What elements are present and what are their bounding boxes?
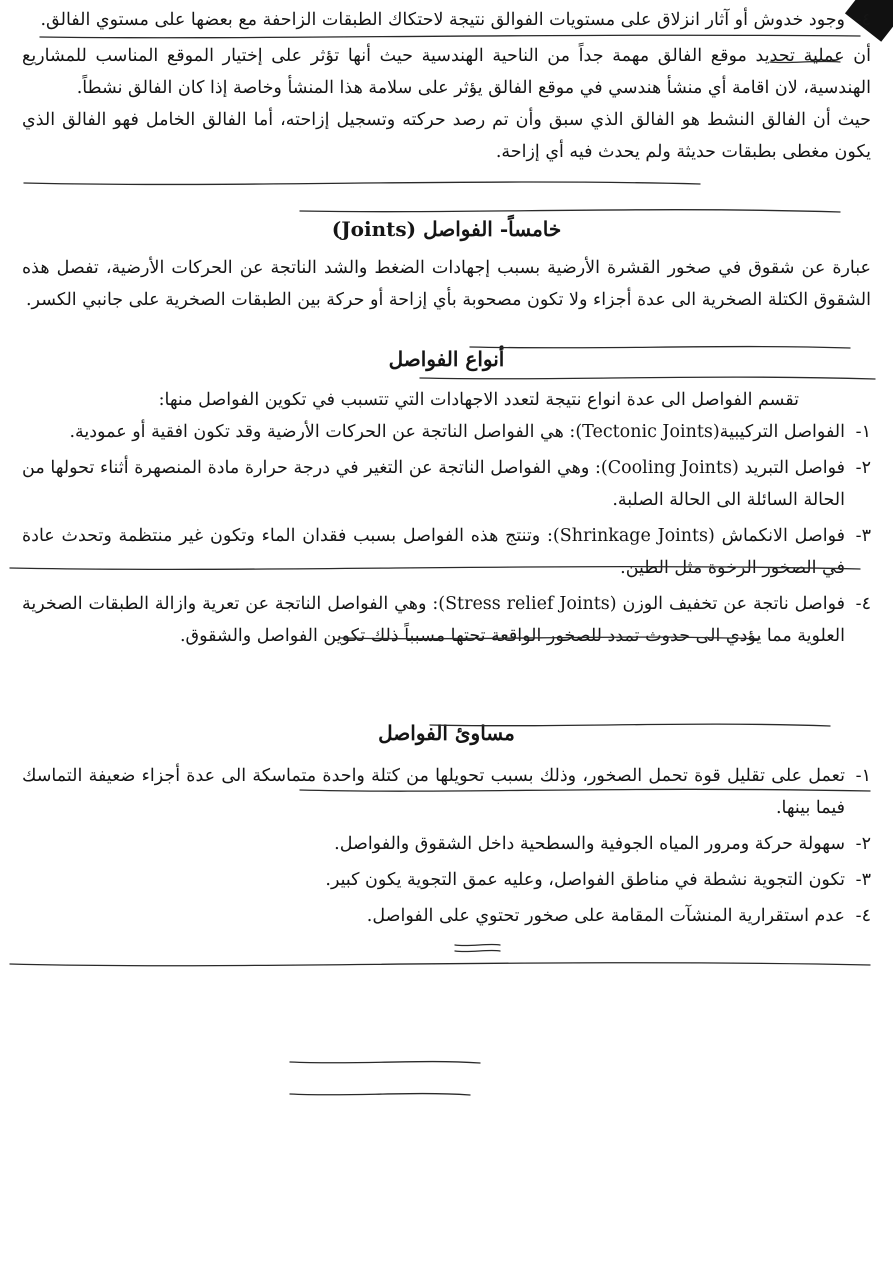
joint-disadvantage-item [22,900,871,932]
list-item-text: تكون التجوية نشطة في مناطق الفواصل، وعليه عمق التجوية يكون كبير. [325,870,845,890]
list-item-text: سهولة حركة ومرور المياه الجوفية والسطحية داخل الشقوق والفواصل. [334,834,845,854]
joint-disadvantages-title: مساوئ الفواصل [378,721,515,745]
fault-evidence-item-4 [22,4,871,36]
joint-type-item [22,452,871,516]
list-number: ٤- [855,10,871,30]
active-inactive-fault-paragraph: حيث أن الفالق النشط هو الفالق الذي سبق وأن تم رصد حركته وتسجيل إزاحته، أما الفالق الخامل فهو الفالق الذي يكون مغطى بطبقات حديثة ولم يحدث فيه أي إزاحة. [22,110,871,162]
list-number: ٣- [855,870,871,890]
list-number: ١- [855,422,871,442]
list-number: ٤- [855,906,871,926]
joint-disadvantage-item [22,828,871,860]
joint-type-item [22,588,871,652]
list-item-text: فواصل ناتجة عن تخفيف الوزن (Stress relief Joints): وهي الفواصل الناتجة عن تعرية وازالة الطبقات الصخرية العلوية مما يؤدي الى حدوث تمدد للصخور الواقعة تحتها مسبباً ذلك تكوين الفواصل والشقوق. [22,594,845,646]
joint-types-intro: تقسم الفواصل الى عدة انواع نتيجة لتعدد الاجهادات التي تتسبب في تكوين الفواصل منها: [158,390,799,410]
joint-disadvantage-item [22,864,871,896]
fault-location-paragraph: أن عملية تحديد موقع الفالق مهمة جداً من الناحية الهندسية حيث أنها تؤثر على إختيار الموقع المناسب للمشاريع الهندسية، لان اقامة أي منشأ هندسي في موقع الفالق يؤثر على سلامة هذا المنشأ وخاصة إذا كان الفالق نشطاً. [22,46,871,98]
list-number: ٢- [855,834,871,854]
list-item-text: وجود خدوش أو آثار انزلاق على مستويات الفوالق نتيجة لاحتكاك الطبقات الزاحفة مع بعضها على مستوي الفالق. [40,10,845,30]
list-number: ٢- [855,458,871,478]
list-item-text: تعمل على تقليل قوة تحمل الصخور، وذلك بسبب تحويلها من كتلة واحدة متماسكة الى عدة أجزاء ضعيفة التماسك فيما بينها. [22,766,845,818]
list-number: ٣- [855,526,871,546]
list-item-text: فواصل التبريد (Cooling Joints): وهي الفواصل الناتجة عن التغير في درجة حرارة مادة المنصهرة أثناء تحولها من الحالة السائلة الى الحالة الصلبة. [22,458,845,510]
list-item-text: فواصل الانكماش (Shrinkage Joints): وتنتج هذه الفواصل بسبب فقدان الماء وتكون غير منتظمة وتحدث عادة في الصخور الرخوة مثل الطين. [22,526,845,578]
joints-definition: عبارة عن شقوق في صخور القشرة الأرضية بسبب إجهادات الضغط والشد الناتجة عن الحركات الأرضية، تفصل هذه الشقوق الكتلة الصخرية الى عدة أجزاء ولا تكون مصحوبة بأي إزاحة أو حركة بين الطبقات الصخرية على جانبي الكسر. [22,258,871,310]
list-number: ٤- [855,594,871,614]
list-item-text: الفواصل التركيبية(Tectonic Joints): هي الفواصل الناتجة عن الحركات الأرضية وقد تكون افقية أو عمودية. [69,422,845,442]
joints-section-title: خامساً- الفواصل (Joints) [331,217,562,241]
list-item-text: عدم استقرارية المنشآت المقامة على صخور تحتوي على الفواصل. [366,906,845,926]
list-number: ١- [855,766,871,786]
joint-type-item [22,416,871,448]
joint-disadvantage-item [22,760,871,824]
joint-types-title: أنواع الفواصل [388,347,505,371]
joint-type-item [22,520,871,584]
